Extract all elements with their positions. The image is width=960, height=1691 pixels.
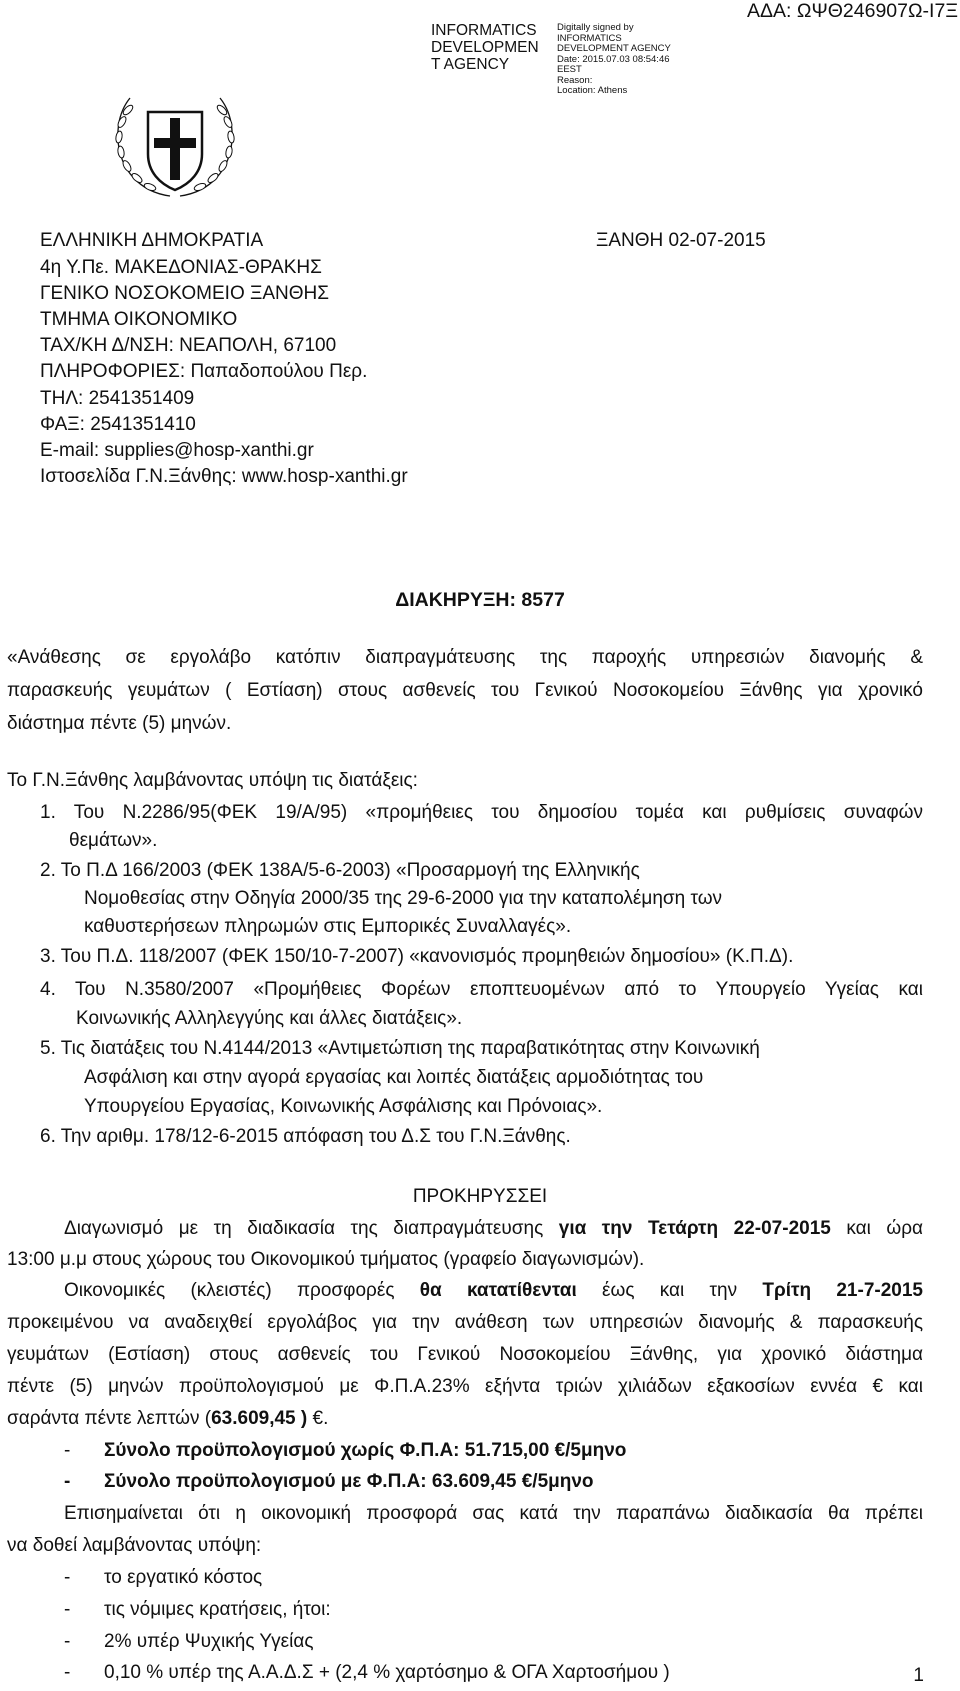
list-item: 0,10 % υπέρ της Α.Α.Δ.Σ + (2,4 % χαρτόσημο & ΟΓΑ Χαρτοσήμου ): [104, 1662, 670, 1683]
proclaims-heading: ΠΡΟΚΗΡΥΣΣΕΙ: [412, 1186, 548, 1207]
header-line: ΤΜΗΜΑ ΟΙΚΟΝΟΜΙΚΟ: [40, 309, 238, 330]
tender-paragraph: [64, 1280, 923, 1302]
budget-dash: -: [64, 1440, 71, 1461]
budget-without-vat: Σύνολο προϋπολογισμού χωρίς Φ.Π.Α: 51.715,00 €/5μηνο: [104, 1440, 627, 1461]
tender-text: Διαγωνισμό με τη διαδικασία της διαπραγμάτευσης: [64, 1218, 559, 1239]
provision-item: Υπουργείου Εργασίας, Κοινωνικής Ασφάλισης και Πρόνοιας».: [84, 1096, 603, 1117]
tender-paragraph: πέντε (5) μηνών προϋπολογισμού με Φ.Π.Α.23% εξήντα τριών χιλιάδων εξακοσίων εννέα € και: [7, 1376, 923, 1397]
tender-date: για την Τετάρτη 22-07-2015: [558, 1218, 831, 1239]
header-line: Ιστοσελίδα Γ.Ν.Ξάνθης: www.hosp-xanthi.gr: [40, 466, 408, 487]
tender-paragraph: γευμάτων (Εστίαση) στους ασθενείς του Γενικού Νοσοκομείου Ξάνθης, για χρονικό διάστημα: [7, 1344, 923, 1365]
provision-item: Κοινωνικής Αλληλεγγύης και άλλες διατάξεις».: [76, 1008, 463, 1029]
signature-detail: Location: Athens: [557, 85, 628, 96]
tender-text: έως και την: [576, 1280, 763, 1301]
intro-line: διάστημα πέντε (5) μηνών.: [7, 713, 232, 734]
provision-item: καθυστερήσεων πληρωμών στις Εμπορικές Συναλλαγές».: [84, 916, 572, 937]
date-place: ΞΑΝΘΗ 02-07-2015: [596, 230, 766, 251]
ada-code: ΑΔΑ: ΩΨΘ246907Ω-Ι7Ξ: [747, 0, 958, 22]
list-dash: -: [64, 1631, 71, 1652]
list-item: το εργατικό κόστος: [104, 1567, 263, 1588]
provision-item: θεμάτων».: [69, 830, 158, 851]
considering-heading: Το Γ.Ν.Ξάνθης λαμβάνοντας υπόψη τις διατάξεις:: [7, 770, 418, 791]
list-item: 2% υπέρ Ψυχικής Υγείας: [104, 1631, 314, 1652]
provision-item: 6. Την αριθμ. 178/12-6-2015 απόφαση του Δ.Σ του Γ.Ν.Ξάνθης.: [40, 1126, 571, 1147]
provision-item: 4. Του Ν.3580/2007 «Προμήθειες Φορέων εποπτευομένων από το Υπουργείο Υγείας και: [40, 979, 923, 1000]
page-title: ΔΙΑΚΗΡΥΞΗ: 8577: [395, 589, 565, 611]
greek-coat-of-arms-icon: [100, 92, 250, 202]
signature-detail: Reason:: [557, 74, 593, 86]
budget-with-vat: Σύνολο προϋπολογισμού με Φ.Π.Α: 63.609,45 €/5μηνο: [104, 1471, 594, 1492]
tender-amount: 63.609,45 ): [211, 1408, 308, 1429]
signature-details: [557, 23, 671, 97]
page-number: 1: [913, 1665, 924, 1686]
tender-text-bold: θα κατατίθενται: [419, 1280, 577, 1301]
note-line: Επισημαίνεται ότι η οικονομική προσφορά σας κατά την παραπάνω διαδικασία θα πρέπει: [64, 1503, 923, 1524]
signature-detail: INFORMATICS: [557, 32, 622, 44]
intro-line: παρασκευής γευμάτων ( Εστίαση) στους ασθενείς του Γενικού Νοσοκομείου Ξάνθης για χρονικό: [7, 680, 923, 701]
tender-text: €.: [307, 1408, 329, 1429]
list-dash: -: [64, 1662, 71, 1683]
list-item: τις νόμιμες κρατήσεις, ήτοι:: [104, 1599, 331, 1620]
provision-item: Ασφάλιση και στην αγορά εργασίας και λοιπές διατάξεις αρμοδιότητας του: [84, 1067, 704, 1088]
header-line: ΓΕΝΙΚΟ ΝΟΣΟΚΟΜΕΙΟ ΞΑΝΘΗΣ: [40, 283, 329, 304]
provision-item: 1. Του Ν.2286/95(ΦΕΚ 19/Α/95) «προμήθειες του δημοσίου τομέα και ρυθμίσεις συναφών: [40, 802, 923, 823]
header-line: ΤΗΛ: 2541351409: [40, 388, 195, 409]
signature-org-line: T AGENCY: [431, 56, 510, 73]
header-line: ΦΑΞ: 2541351410: [40, 414, 196, 435]
header-line: ΠΛΗΡΟΦΟΡΙΕΣ: Παπαδοπούλου Περ.: [40, 361, 368, 382]
list-dash: -: [64, 1599, 71, 1620]
signature-organization: [431, 22, 549, 73]
header-line: E-mail: supplies@hosp-xanthi.gr: [40, 440, 314, 461]
signature-detail: Digitally signed by: [557, 22, 634, 33]
provision-item: Νομοθεσίας στην Οδηγία 2000/35 της 29-6-2000 για την καταπολέμηση των: [84, 888, 723, 909]
budget-dash: -: [64, 1471, 71, 1492]
signature-org-line: DEVELOPMEN: [431, 39, 539, 56]
tender-text: σαράντα πέντε λεπτών (: [7, 1408, 212, 1429]
signature-detail: EEST: [557, 64, 582, 75]
list-dash: -: [64, 1567, 71, 1588]
note-line: να δοθεί λαμβάνοντας υπόψη:: [7, 1535, 262, 1556]
signature-detail: Date: 2015.07.03 08:54:46: [557, 53, 670, 65]
header-line: ΤΑΧ/ΚΗ Δ/ΝΣΗ: ΝΕΑΠΟΛΗ, 67100: [40, 335, 337, 356]
header-line: ΕΛΛΗΝΙΚΗ ΔΗΜΟΚΡΑΤΙΑ: [40, 230, 264, 251]
provision-item: 5. Τις διατάξεις του Ν.4144/2013 «Αντιμετώπιση της παραβατικότητας στην Κοινωνική: [40, 1038, 760, 1059]
provision-item: 2. Το Π.Δ 166/2003 (ΦΕΚ 138Α/5-6-2003) «Προσαρμογή της Ελληνικής: [40, 860, 640, 881]
submission-date: Τρίτη 21-7-2015: [762, 1280, 923, 1301]
signature-org-line: INFORMATICS: [431, 22, 537, 39]
tender-paragraph: προκειμένου να αναδειχθεί εργολάβος για την ανάθεση των υπηρεσιών διανομής & παρασκευής: [7, 1312, 923, 1333]
tender-text: και ώρα: [830, 1218, 923, 1239]
tender-text: Οικονομικές (κλειστές) προσφορές: [64, 1280, 420, 1301]
header-line: 4η Υ.Πε. ΜΑΚΕΔΟΝΙΑΣ-ΘΡΑΚΗΣ: [40, 257, 322, 278]
tender-paragraph: [7, 1408, 328, 1430]
provision-item: 3. Του Π.Δ. 118/2007 (ΦΕΚ 150/10-7-2007) «κανονισμός προμηθειών δημοσίου» (Κ.Π.Δ).: [40, 946, 794, 967]
intro-line: «Ανάθεσης σε εργολάβο κατόπιν διαπραγμάτευσης της παροχής υπηρεσιών διανομής &: [7, 647, 923, 668]
tender-paragraph: 13:00 μ.μ στους χώρους του Οικονομικού τμήματος (γραφείο διαγωνισμών).: [7, 1249, 645, 1270]
signature-detail: DEVELOPMENT AGENCY: [557, 43, 671, 54]
tender-paragraph: [64, 1218, 923, 1240]
